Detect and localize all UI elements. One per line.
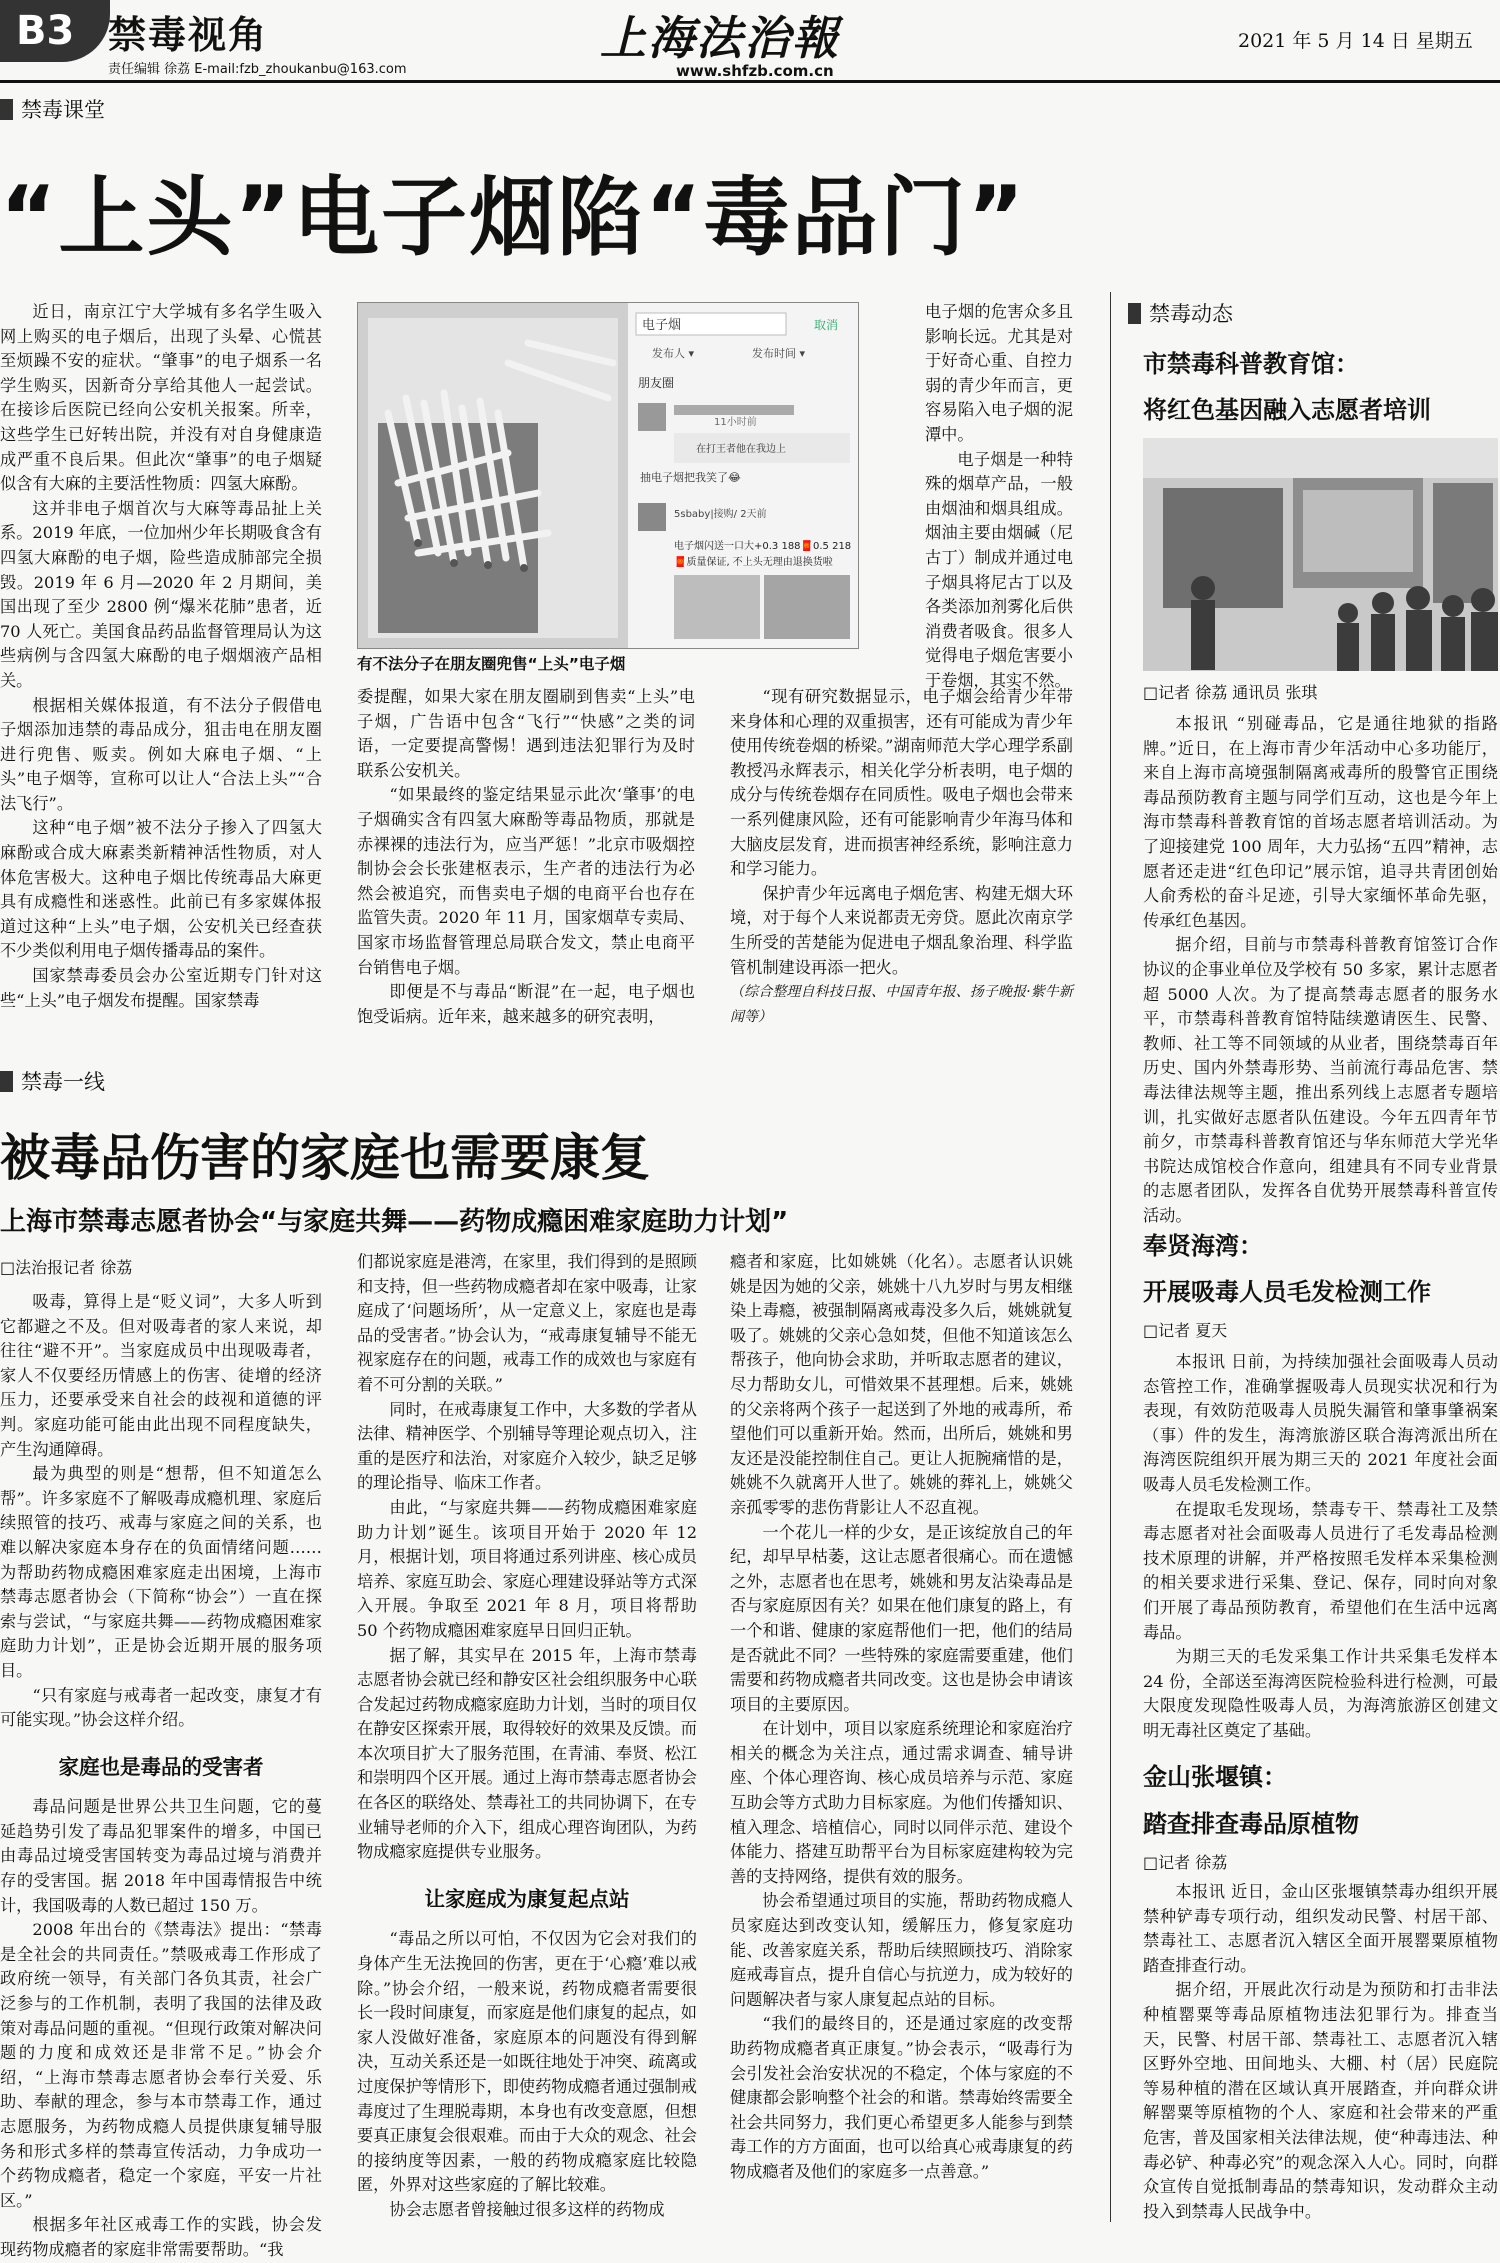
paragraph: 由此，“与家庭共舞——药物成瘾困难家庭助力计划”诞生。该项目开始于 2020 年 12 月，根据计划，项目将通过系列讲座、核心成员培养、家庭互助会、家庭心理建设驿站等方式深入开展。争取至 2021 年 8 月，项目将帮助 50 个药物成瘾困难家庭早日回归正轨。 — [357, 1497, 697, 1640]
svg-text:抽电子烟把我笑了😂: 抽电子烟把我笑了😂 — [640, 471, 741, 484]
story2-subtitle-2: 让家庭成为康复起点站 — [424, 1886, 630, 1911]
story2-column-3 — [730, 1250, 1073, 2185]
sidebar-section-label — [1128, 298, 1233, 328]
svg-text:5sbaby|接购/ 2天前: 5sbaby|接购/ 2天前 — [674, 509, 767, 520]
paragraph: 电子烟是一种特殊的烟草产品，一般由烟油和烟具组成。烟油主要由烟碱（尼古丁）制成并通过电子烟具将尼古丁以及各类添加剂雾化后供消费者吸食。很多人觉得电子烟危害要小于卷烟，其实不然。 — [925, 449, 1073, 690]
news1-title: 市禁毒科普教育馆： — [1143, 350, 1359, 378]
story2-subheadline: 上海市禁毒志愿者协会“与家庭共舞——药物成瘾困难家庭助力计划” — [0, 1207, 789, 1237]
news3-body — [1143, 1880, 1498, 2224]
svg-text:11小时前: 11小时前 — [714, 417, 757, 428]
paragraph: 本报讯 近日，金山区张堰镇禁毒办组织开展禁种铲毒专项行动，组织发动民警、村居干部、禁毒社工、志愿者沉入辖区全面开展罂粟原植物踏查排查行动。 — [1143, 1882, 1498, 1975]
story1-photo — [357, 302, 859, 649]
paragraph: “我们的最终目的，还是通过家庭的改变帮助药物成瘾者真正康复。”协会表示，“吸毒行为会引发社会治安状况的不稳定，个体与家庭的不健康都会影响整个社会的和谐。禁毒始终需要全社会共同努力，我们更心希望更多人能参与到禁毒工作的方方面面，也可以给真心戒毒康复的药物成瘾者及他们的家庭多一点善意。” — [730, 2014, 1073, 2181]
news3-subtitle: 踏查排查毒品原植物 — [1143, 1810, 1359, 1838]
svg-text:在打王者他在我边上: 在打王者他在我边上 — [696, 444, 786, 455]
paragraph: 电子烟的危害众多且影响长远。尤其是对于好奇心重、自控力弱的青少年而言，更容易陷入电子烟的泥潭中。 — [925, 302, 1073, 444]
paragraph: 国家禁毒委员会办公室近期专门针对这些“上头”电子烟发布提醒。国家禁毒 — [0, 966, 322, 1010]
news2-byline: □记者 夏天 — [1143, 1321, 1228, 1340]
news1-byline: □记者 徐荔 通讯员 张琪 — [1143, 683, 1318, 702]
paragraph: 2008 年出台的《禁毒法》提出：“禁毒是全社会的共同责任。”禁吸戒毒工作形成了政府统一领导，有关部门各负其责，社会广泛参与的工作机制，表明了我国的法律及政策对毒品问题的重视。“但现行政策对解决问题的力度和成效还是非常不足。”协会介绍，“上海市禁毒志愿者协会奉行关爱、乐助、奉献的理念，参与本市禁毒工作，通过志愿服务，为药物成瘾人员提供康复辅导服务和形式多样的禁毒宣传活动，力争成功一个药物成瘾者，稳定一个家庭，平安一片社区。” — [0, 1920, 322, 2210]
svg-text:电子烟闪送一口大+0.3 188🧧0.5 218: 电子烟闪送一口大+0.3 188🧧0.5 218 — [674, 541, 852, 552]
page-number-badge: B3 — [0, 0, 110, 62]
paragraph: “如果最终的鉴定结果显示此次‘肇事’的电子烟确实含有四氢大麻酚等毒品物质，那就是赤裸裸的违法行为，应当严惩！”北京市吸烟控制协会会长张建枢表示，生产者的违法行为必然会被追究，而售卖电子烟的电商平台也存在监管失责。2020 年 11 月，国家烟草专卖局、国家市场监督管理总局联合发文，禁止电商平台销售电子烟。 — [357, 785, 695, 977]
sidebar-section-text: 禁毒动态 — [1149, 302, 1233, 326]
section-name: 禁毒视角 — [108, 13, 269, 57]
story2-column-1 — [0, 1290, 322, 2263]
exhibition-hall-photo-illustration — [1143, 438, 1498, 671]
paragraph: 吸毒，算得上是“贬义词”，大多人听到它都避之不及。但对吸毒者的家人来说，却往往“避不开”。当家庭成员中出现吸毒者，家人不仅要经历情感上的伤害、徒增的经济压力，还要承受来自社会的歧视和道德的评判。家庭功能可能由此出现不同程度缺失，产生沟通障碍。 — [0, 1292, 322, 1459]
paragraph: 同时，在戒毒康复工作中，大多数的学者从法律、精神医学、个别辅导等理论观点切入，注重的是医疗和法治，对家庭介入较少，缺乏足够的理论指导、临床工作者。 — [357, 1399, 697, 1493]
paragraph: 一个花儿一样的少女，是正该绽放自己的年纪，却早早枯萎，这让志愿者很痛心。而在遗憾之外，志愿者也在思考，姚姚和男友沾染毒品是否与家庭原因有关？如果在他们康复的路上，有一个和谐、健康的家庭帮他们一把，他们的结局是否就此不同？一些特殊的家庭需要重建，他们需要和药物成瘾者共同改变。这也是协会申请该项目的主要原因。 — [730, 1522, 1073, 1714]
story1-photo-caption: 有不法分子在朋友圈兜售“上头”电子烟 — [357, 655, 626, 673]
paragraph: 们都说家庭是港湾，在家里，我们得到的是照顾和支持，但一些药物成瘾者却在家中吸毒，让家庭成了‘问题场所’，从一定意义上，家庭也是毒品的受害者。”协会认为，“戒毒康复辅导不能无视家庭存在的问题，戒毒工作的成效也与家庭有着不可分割的关联。” — [357, 1252, 697, 1394]
newspaper-url[interactable]: www.shfzb.com.cn — [676, 62, 834, 80]
svg-text:🧧质量保证, 不上头无理由退换货啦: 🧧质量保证, 不上头无理由退换货啦 — [674, 557, 833, 568]
paragraph: 本报讯 日前，为持续加强社会面吸毒人员动态管控工作，准确掌握吸毒人员现实状况和行为表现，有效防范吸毒人员脱失漏管和肇事肇祸案（事）件的发生，海湾旅游区联合海湾派出所在海湾医院组织开展为期三天的 2021 年度社会面吸毒人员毛发检测工作。 — [1143, 1352, 1498, 1494]
story2-byline: □法治报记者 徐荔 — [0, 1258, 133, 1277]
svg-text:取消: 取消 — [814, 318, 839, 332]
masthead-rule — [0, 80, 1500, 83]
paragraph: 毒品问题是世界公共卫生问题，它的蔓延趋势引发了毒品犯罪案件的增多，中国已由毒品过境受害国转变为毒品过境与消费并存的受害国。据 2018 年中国毒情报告中统计，我国吸毒的人数已超过 150 万。 — [0, 1797, 322, 1915]
paragraph: 根据相关媒体报道，有不法分子假借电子烟添加违禁的毒品成分，狙击电在朋友圈进行兜售、贩卖。例如大麻电子烟、“上头”电子烟等，宣称可以让人“合法上头”“合法飞行”。 — [0, 695, 322, 813]
section-marker-icon — [0, 1071, 13, 1092]
paragraph: 在提取毛发现场，禁毒专干、禁毒社工及禁毒志愿者对社会面吸毒人员进行了毛发毒品检测技术原理的讲解，并严格按照毛发样本采集检测的相关要求进行采集、登记、保存，同时向对象们开展了毒品预防教育，希望他们在生活中远离毒品。 — [1143, 1499, 1498, 1642]
section-marker-icon — [0, 99, 13, 120]
paragraph: 近日，南京江宁大学城有多名学生吸入网上购买的电子烟后，出现了头晕、心慌甚至烦躁不安的症状。“肇事”的电子烟系一名学生购买，因新奇分享给其他人一起尝试。在接诊后医院已经向公安机关报案。所幸，这些学生已好转出院，并没有对自身健康造成严重不良后果。但此次“肇事”的电子烟疑似含有大麻的主要活性物质：四氢大麻酚。 — [0, 302, 322, 494]
paragraph: “现有研究数据显示，电子烟会给青少年带来身体和心理的双重损害，还有可能成为青少年使用传统卷烟的桥梁。”湖南师范大学心理学系副教授冯永辉表示，相关化学分析表明，电子烟的成分与传统卷烟存在同质性。吸电子烟也会带来一系列健康风险，还有可能影响青少年海马体和大脑皮层发育，进而损害神经系统，影响注意力和学习能力。 — [730, 687, 1073, 879]
story2-headline: 被毒品伤害的家庭也需要康复 — [0, 1129, 650, 1187]
news2-subtitle: 开展吸毒人员毛发检测工作 — [1143, 1278, 1431, 1306]
paragraph: “只有家庭与戒毒者一起改变，康复才有可能实现。”协会这样介绍。 — [0, 1685, 322, 1730]
paragraph: 据介绍，开展此次行动是为预防和打击非法种植罂粟等毒品原植物违法犯罪行为。排查当天，民警、村居干部、禁毒社工、志愿者沉入辖区野外空地、田间地头、大棚、村（居）民庭院等易种植的潜在区域认真开展踏查，并向群众讲解罂粟等原植物的个人、家庭和社会带来的严重危害，普及国家相关法律法规，使“种毒违法、种毒必铲、种毒必究”的观念深入人心。同时，向群众宣传自觉抵制毒品的禁毒知识，发动群众主动投入到禁毒人民战争中。 — [1143, 1980, 1498, 2221]
e-cigarette-photo-illustration — [358, 303, 858, 648]
news1-photo — [1143, 438, 1498, 671]
paragraph: 这并非电子烟首次与大麻等毒品扯上关系。2019 年底，一位加州少年长期吸食含有四氢大麻酚的电子烟，险些造成肺部完全损毁。2019 年 6 月—2020 年 2 月期间，美国出现了至少 2800 例“爆米花肺”患者，近 70 人死亡。美国食品药品监督管理局认为这些病例与含四氢大麻酚的电子烟烟液产品相关。 — [0, 498, 322, 690]
story1-column-2 — [357, 685, 695, 1029]
paragraph: 即便是不与毒品“断混”在一起，电子烟也饱受诟病。近年来，越来越多的研究表明， — [357, 982, 695, 1026]
paragraph: “毒品之所以可怕，不仅因为它会对我们的身体产生无法挽回的伤害，更在于‘心瘾’难以戒除。”协会介绍，一般来说，药物成瘾者需要很长一段时间康复，而家庭是他们康复的起点，如家人没做好准备，家庭原本的问题没有得到解决，互动关系还是一如既往地处于冲突、疏离或过度保护等情形下，即使药物成瘾者通过强制戒毒度过了生理脱毒期，本身也有改变意愿，但想要真正康复会很艰难。而由于大众的观念、社会的接纳度等因素，一般的药物成瘾家庭比较隐匿，外界对这些家庭的了解比较难。 — [357, 1929, 697, 2195]
issue-date: 2021 年 5 月 14 日 星期五 — [1238, 30, 1473, 52]
story1-section-text: 禁毒课堂 — [21, 98, 105, 122]
paragraph: 据介绍，目前与市禁毒科普教育馆签订合作协议的企事业单位及学校有 50 多家，累计志愿者超 5000 人次。为了提高禁毒志愿者的服务水平，市禁毒科普教育馆特陆续邀请医生、民警、教师、社工等不同领域的从业者，围绕禁毒百年历史、国内外禁毒形势、当前流行毒品危害、禁毒法律法规等主题，推出系列线上志愿者专题培训，扎实做好志愿者队伍建设。今年五四青年节前夕，市禁毒科普教育馆还与华东师范大学光华书院达成馆校合作意向，组建具有不同专业背景的志愿者团队，发挥各自优势开展禁毒科普宣传活动。 — [1143, 935, 1498, 1225]
section-marker-icon — [1128, 303, 1141, 324]
story1-headline: “上头”电子烟陷“毒品门” — [0, 168, 1027, 268]
paragraph: 据了解，其实早在 2015 年，上海市禁毒志愿者协会就已经和静安区社会组织服务中心联合发起过药物成瘾家庭助力计划，当时的项目仅在静安区探索开展，取得较好的效果及反馈。而本次项目扩大了服务范围，在青浦、奉贤、松江和崇明四个区开展。通过上海市禁毒志愿者协会在各区的联络处、禁毒社工的共同协调下，在专业辅导老师的介入下，组成心理咨询团队，为药物成瘾家庭提供专业服务。 — [357, 1645, 697, 1862]
story2-column-2 — [357, 1250, 697, 2223]
news3-byline: □记者 徐荔 — [1143, 1853, 1228, 1872]
paragraph: 这种“电子烟”被不法分子掺入了四氢大麻酚或合成大麻素类新精神活性物质，对人体危害极大。这种电子烟比传统毒品大麻更具有成瘾性和迷惑性。此前已有多家媒体报道过这种“上头”电子烟，公安机关已经查获不少类似利用电子烟传播毒品的案件。 — [0, 818, 322, 961]
paragraph: 为期三天的毛发采集工作计共采集毛发样本 24 份，全部送至海湾医院检验科进行检测，可最大限度发现隐性吸毒人员，为海湾旅游区创建文明无毒社区奠定了基础。 — [1143, 1647, 1498, 1740]
paragraph: 协会志愿者曾接触过很多这样的药物成 — [389, 2199, 665, 2219]
paragraph: 本报讯 “别碰毒品，它是通往地狱的指路牌。”近日，在上海市青少年活动中心多功能厅，来自上海市高境强制隔离戒毒所的殷警官正围绕毒品预防教育主题与同学们互动，这也是今年上海市禁毒科普教育馆的首场志愿者培训活动。为了迎接建党 100 周年，大力弘扬“五四”精神，志愿者还走进“红色印记”展示馆，追寻共青团创始人俞秀松的奋斗足迹，引导大家缅怀革命先驱，传承红色基因。 — [1143, 714, 1498, 930]
news1-body — [1143, 712, 1498, 1228]
story1-section-label — [0, 94, 105, 124]
story2-section-label — [0, 1066, 105, 1096]
paragraph: 委提醒，如果大家在朋友圈刷到售卖“上头”电子烟，广告语中包含“飞行”“快感”之类的词语，一定要提高警惕！遇到违法犯罪行为及时联系公安机关。 — [357, 687, 695, 780]
story1-column-3-top — [925, 300, 1073, 694]
paragraph: 在计划中，项目以家庭系统理论和家庭治疗相关的概念为关注点，通过需求调查、辅导讲座、个体心理咨询、核心成员培养与示范、家庭互助会等方式助力目标家庭。为他们传播知识、植入理念、培植信心，同时以同伴示范、建设个体能力、搭建互助帮平台为目标家庭建构较为完善的支持网络，提供有效的服务。 — [730, 1719, 1073, 1886]
paragraph: 最为典型的则是“想帮，但不知道怎么帮”。许多家庭不了解吸毒成瘾机理、家庭后续照管的技巧、戒毒与家庭之间的关系，也难以解决家庭本身存在的负面情绪问题……为帮助药物成瘾困难家庭走出困境，上海市禁毒志愿者协会（下简称“协会”）一直在探索与尝试，“与家庭共舞——药物成瘾困难家庭助力计划”，正是协会近期开展的服务项目。 — [0, 1464, 322, 1680]
newspaper-logo: 上海法治報 — [600, 11, 840, 65]
svg-text:发布时间 ▾: 发布时间 ▾ — [752, 347, 806, 360]
editor-line: 责任编辑 徐荔 E-mail:fzb_zhoukanbu@163.com — [108, 62, 407, 77]
story1-column-1 — [0, 300, 322, 1013]
svg-text:发布人 ▾: 发布人 ▾ — [652, 347, 695, 360]
sidebar-divider — [1110, 292, 1111, 2222]
paragraph: 瘾者和家庭，比如姚姚（化名）。志愿者认识姚姚是因为她的父亲，姚姚十八九岁时与男友相继染上毒瘾，被强制隔离戒毒没多久后，姚姚就复吸了。姚姚的父亲心急如焚，但他不知道该怎么帮孩子，他向协会求助，并听取志愿者的建议，尽力帮助女儿，可惜效果不甚理想。后来，姚姚的父亲将两个孩子一起送到了外地的戒毒所，希望他们可以重新开始。然而，出所后，姚姚和男友还是没能控制住自己。更让人扼腕痛惜的是，姚姚不久就离开人世了。姚姚的葬礼上，姚姚父亲孤零零的悲伤背影让人不忍直视。 — [730, 1252, 1073, 1517]
paragraph: 协会希望通过项目的实施，帮助药物成瘾人员家庭达到改变认知，缓解压力，修复家庭功能、改善家庭关系，帮助后续照顾技巧、消除家庭戒毒盲点，提升自信心与抗逆力，成为较好的问题解决者与家人康复起点站的目标。 — [730, 1891, 1073, 2009]
news2-title: 奉贤海湾： — [1143, 1232, 1263, 1260]
svg-text:电子烟: 电子烟 — [642, 318, 682, 333]
story1-column-3-bottom — [730, 685, 1073, 1029]
paragraph: 保护青少年远离电子烟危害、构建无烟大环境，对于每个人来说都责无旁贷。愿此次南京学生所受的苦楚能为促进电子烟乱象治理、科学监管机制建设再添一把火。 — [730, 883, 1073, 977]
source-note: （综合整理自科技日报、中国青年报、扬子晚报·紫牛新闻等） — [730, 984, 1073, 1025]
news2-body — [1143, 1350, 1498, 1744]
svg-text:朋友圈: 朋友圈 — [638, 376, 675, 390]
news1-subtitle: 将红色基因融入志愿者培训 — [1143, 396, 1431, 424]
paragraph: 根据多年社区戒毒工作的实践，协会发现药物成瘾者的家庭非常需要帮助。“我 — [0, 2215, 322, 2259]
story2-section-text: 禁毒一线 — [21, 1070, 105, 1094]
story2-subtitle-1: 家庭也是毒品的受害者 — [58, 1754, 264, 1779]
news3-title: 金山张堰镇： — [1143, 1763, 1287, 1791]
